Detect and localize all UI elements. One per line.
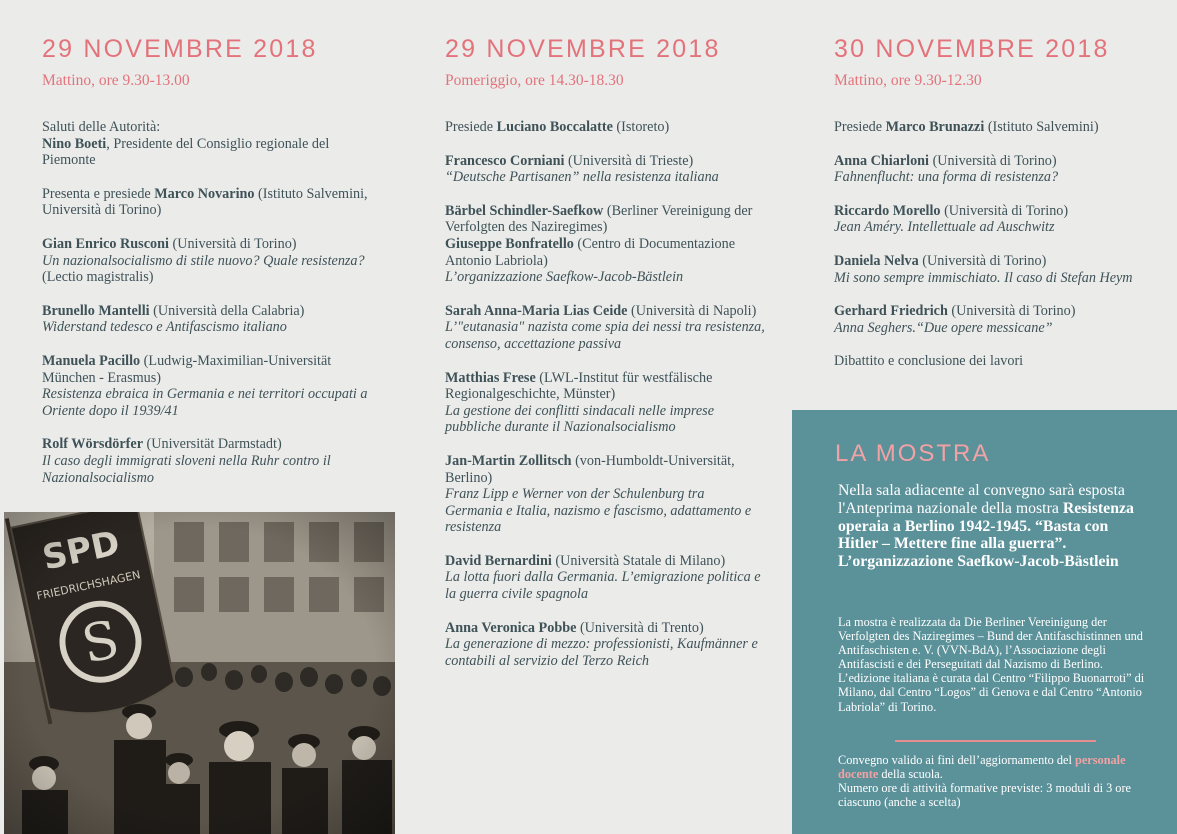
column-date: 29 NOVEMBRE 2018: [445, 35, 721, 63]
list-item: Daniela Nelva (Università di Torino) Mi sono sempre immischiato. Il caso di Stefan Heym: [834, 252, 1133, 286]
session-list: [834, 119, 1154, 387]
speaker-name: Brunello Mantelli: [42, 302, 150, 319]
historical-photo: [4, 512, 395, 834]
speaker-name: Matthias Frese: [445, 369, 536, 386]
speaker-name: Nino Boeti: [42, 135, 107, 152]
list-item: Brunello Mantelli (Università della Calabria) Widerstand tedesco e Antifascismo italiano: [42, 302, 305, 336]
speaker-name: Luciano Boccalatte: [496, 119, 613, 135]
list-item: Matthias Frese (LWL-Institut für westfälische Regionalgeschichte, Münster) La gestione dei conflitti sindacali nelle imprese pubbliche durante il Nazionalsocialismo: [445, 369, 714, 436]
talk-title: Un nazionalsocialismo di stile nuovo? Quale resistenza?: [42, 252, 365, 269]
speaker-name: Bärbel Schindler-Saefkow: [445, 202, 604, 219]
list-item: David Bernardini (Università Statale di Milano) La lotta fuori dalla Germania. L’emigrazione politica e la guerra civile spagnola: [445, 552, 761, 603]
exhibition-intro: Nella sala adiacente al convegno sarà esposta l'Anteprima nazionale della mostra Resistenza operaia a Berlino 1942-1945. “Basta con Hitler – Mettere fine alla guerra”. L’organizzazione Saefkow-Jacob-Bästlein: [838, 482, 1134, 571]
speaker-name: Marco Brunazzi: [885, 119, 985, 135]
list-item: Saluti delle Autorità: Nino Boeti, Presidente del Consiglio regionale del Piemonte: [42, 119, 330, 169]
highlight-text: personale docente: [838, 753, 1126, 781]
divider: [895, 740, 1096, 742]
column-time: Pomeriggio, ore 14.30-18.30: [445, 72, 624, 89]
speaker-name: Anna Veronica Pobbe: [445, 619, 577, 636]
demonstration-photo-illustration: [4, 512, 395, 834]
talk-title: Mi sono sempre immischiato. Il caso di Stefan Heym: [834, 269, 1133, 286]
column-time: Mattino, ore 9.30-12.30: [834, 72, 982, 89]
speaker-name: Anna Chiarloni: [834, 152, 930, 169]
speaker-name: Sarah Anna-Maria Lias Ceide: [445, 302, 628, 319]
talk-title: Fahnenflucht: una forma di resistenza?: [834, 169, 1059, 186]
list-item: Jan-Martin Zollitsch (von-Humboldt-Universität, Berlino) Franz Lipp e Werner von der Schulenburg tra Germania e Italia, nazismo e fascismo, adattamento e resistenza: [445, 452, 752, 536]
talk-title: Il caso degli immigrati sloveni nella Ruhr contro il Nazionalsocialismo: [42, 452, 331, 486]
list-item: Riccardo Morello (Università di Torino) Jean Améry. Intellettuale ad Auschwitz: [834, 202, 1069, 236]
speaker-name: Giuseppe Bonfratello: [445, 235, 574, 252]
exhibition-panel: [792, 410, 1177, 834]
speaker-name: Manuela Pacillo: [42, 352, 141, 369]
list-item: Francesco Corniani (Università di Trieste) “Deutsche Partisanen” nella resistenza italiana: [445, 152, 719, 186]
speaker-name: Jan-Martin Zollitsch: [445, 452, 572, 469]
list-item: [834, 353, 1154, 370]
list-item: Presenta e presiede Marco Novarino (Istituto Salvemini, Università di Torino): [42, 185, 368, 219]
talk-title: Franz Lipp e Werner von der Schulenburg tra Germania e Italia, nazismo e fascismo, adattamento e resistenza: [445, 486, 752, 536]
exhibition-name: Resistenza operaia a Berlino 1942-1945. “Basta con Hitler – Mettere fine alla guerra”. L’organizzazione Saefkow-Jacob-Bästlein: [838, 499, 1134, 571]
list-item: Gian Enrico Rusconi (Università di Torino) Un nazionalsocialismo di stile nuovo? Quale resistenza? (Lectio magistralis): [42, 235, 365, 286]
list-item: Presiede Luciano Boccalatte (Istoreto): [445, 119, 670, 135]
list-item: Manuela Pacillo (Ludwig-Maximilian-Universität München - Erasmus) Resistenza ebraica in Germania e nei territori occupati a Oriente dopo il 1939/41: [42, 352, 368, 419]
list-item: Rolf Wörsdörfer (Universität Darmstadt) Il caso degli immigrati sloveni nella Ruhr contro il Nazionalsocialismo: [42, 436, 331, 486]
talk-title: Anna Seghers.“Due opere messicane”: [834, 319, 1053, 336]
accreditation-note: Convegno valido ai fini dell’aggiornamento del personale docente della scuola. Numero ore di attività formative previste: 3 moduli di 3 ore ciascuno (anche a scelta): [838, 753, 1131, 809]
speaker-name: Gerhard Friedrich: [834, 303, 948, 320]
exhibition-title: LA MOSTRA: [835, 440, 991, 467]
speaker-name: Riccardo Morello: [834, 202, 941, 219]
list-item: Anna Veronica Pobbe (Università di Trento) La generazione di mezzo: professionisti, Kaufmänner e contabili al servizio del Terzo Reich: [445, 619, 758, 669]
talk-title: L’organizzazione Saefkow-Jacob-Bästlein: [445, 269, 684, 286]
speaker-name: Daniela Nelva: [834, 252, 919, 269]
column-date: 29 NOVEMBRE 2018: [42, 35, 318, 63]
speaker-name: Marco Novarino: [154, 185, 255, 202]
talk-title: La generazione di mezzo: professionisti, Kaufmänner e contabili al servizio del Terzo Reich: [445, 636, 758, 669]
list-item: Bärbel Schindler-Saefkow (Berliner Vereinigung der Verfolgten des Naziregimes) Giuseppe Bonfratello (Centro di Documentazione Antonio Labriola) L’organizzazione Saefkow-Jacob-Bästlein: [445, 202, 753, 286]
speaker-name: Francesco Corniani: [445, 152, 565, 169]
list-item: Sarah Anna-Maria Lias Ceide (Università di Napoli) L’"eutanasia" nazista come spia dei nessi tra resistenza, consenso, accettazione passiva: [445, 302, 765, 352]
talk-title: La gestione dei conflitti sindacali nelle imprese pubbliche durante il Nazionalsocialismo: [445, 402, 714, 436]
list-item: Presiede Marco Brunazzi (Istituto Salvemini): [834, 119, 1099, 135]
talk-title: Widerstand tedesco e Antifascismo italiano: [42, 319, 287, 336]
speaker-name: Rolf Wörsdörfer: [42, 436, 143, 453]
speaker-name: David Bernardini: [445, 552, 552, 569]
talk-title: “Deutsche Partisanen” nella resistenza italiana: [445, 169, 719, 186]
speaker-name: Gian Enrico Rusconi: [42, 235, 169, 252]
exhibition-description: La mostra è realizzata da Die Berliner Vereinigung der Verfolgten des Naziregimes – Bund der Antifaschistinnen und Antifaschisten e. V. (VVN-BdA), l’Associazione degli Antifascisti e dei Perseguitati dal Nazismo di Berlino. L’edizione italiana è curata dal Centro “Filippo Buonarroti” di Milano, dal Centro “Logos” di Genova e dal Centro “Antonio Labriola” di Torino.: [838, 615, 1145, 714]
talk-title: Jean Améry. Intellettuale ad Auschwitz: [834, 219, 1055, 236]
list-item: Gerhard Friedrich (Università di Torino) Anna Seghers.“Due opere messicane”: [834, 303, 1076, 336]
talk-title: L’"eutanasia" nazista come spia dei nessi tra resistenza, consenso, accettazione passiva: [445, 319, 765, 352]
talk-title: La lotta fuori dalla Germania. L’emigrazione politica e la guerra civile spagnola: [445, 569, 761, 603]
closing-note: Dibattito e conclusione dei lavori: [834, 353, 1024, 370]
list-item: Anna Chiarloni (Università di Torino) Fahnenflucht: una forma di resistenza?: [834, 152, 1059, 186]
session-list: [42, 119, 372, 503]
session-list: [445, 119, 765, 686]
training-hours-note: Numero ore di attività formative previste: 3 moduli di 3 ore ciascuno (anche a scelta): [838, 781, 1131, 809]
talk-title: Resistenza ebraica in Germania e nei territori occupati a Oriente dopo il 1939/41: [42, 386, 368, 419]
column-time: Mattino, ore 9.30-13.00: [42, 72, 190, 89]
column-date: 30 NOVEMBRE 2018: [834, 35, 1110, 63]
